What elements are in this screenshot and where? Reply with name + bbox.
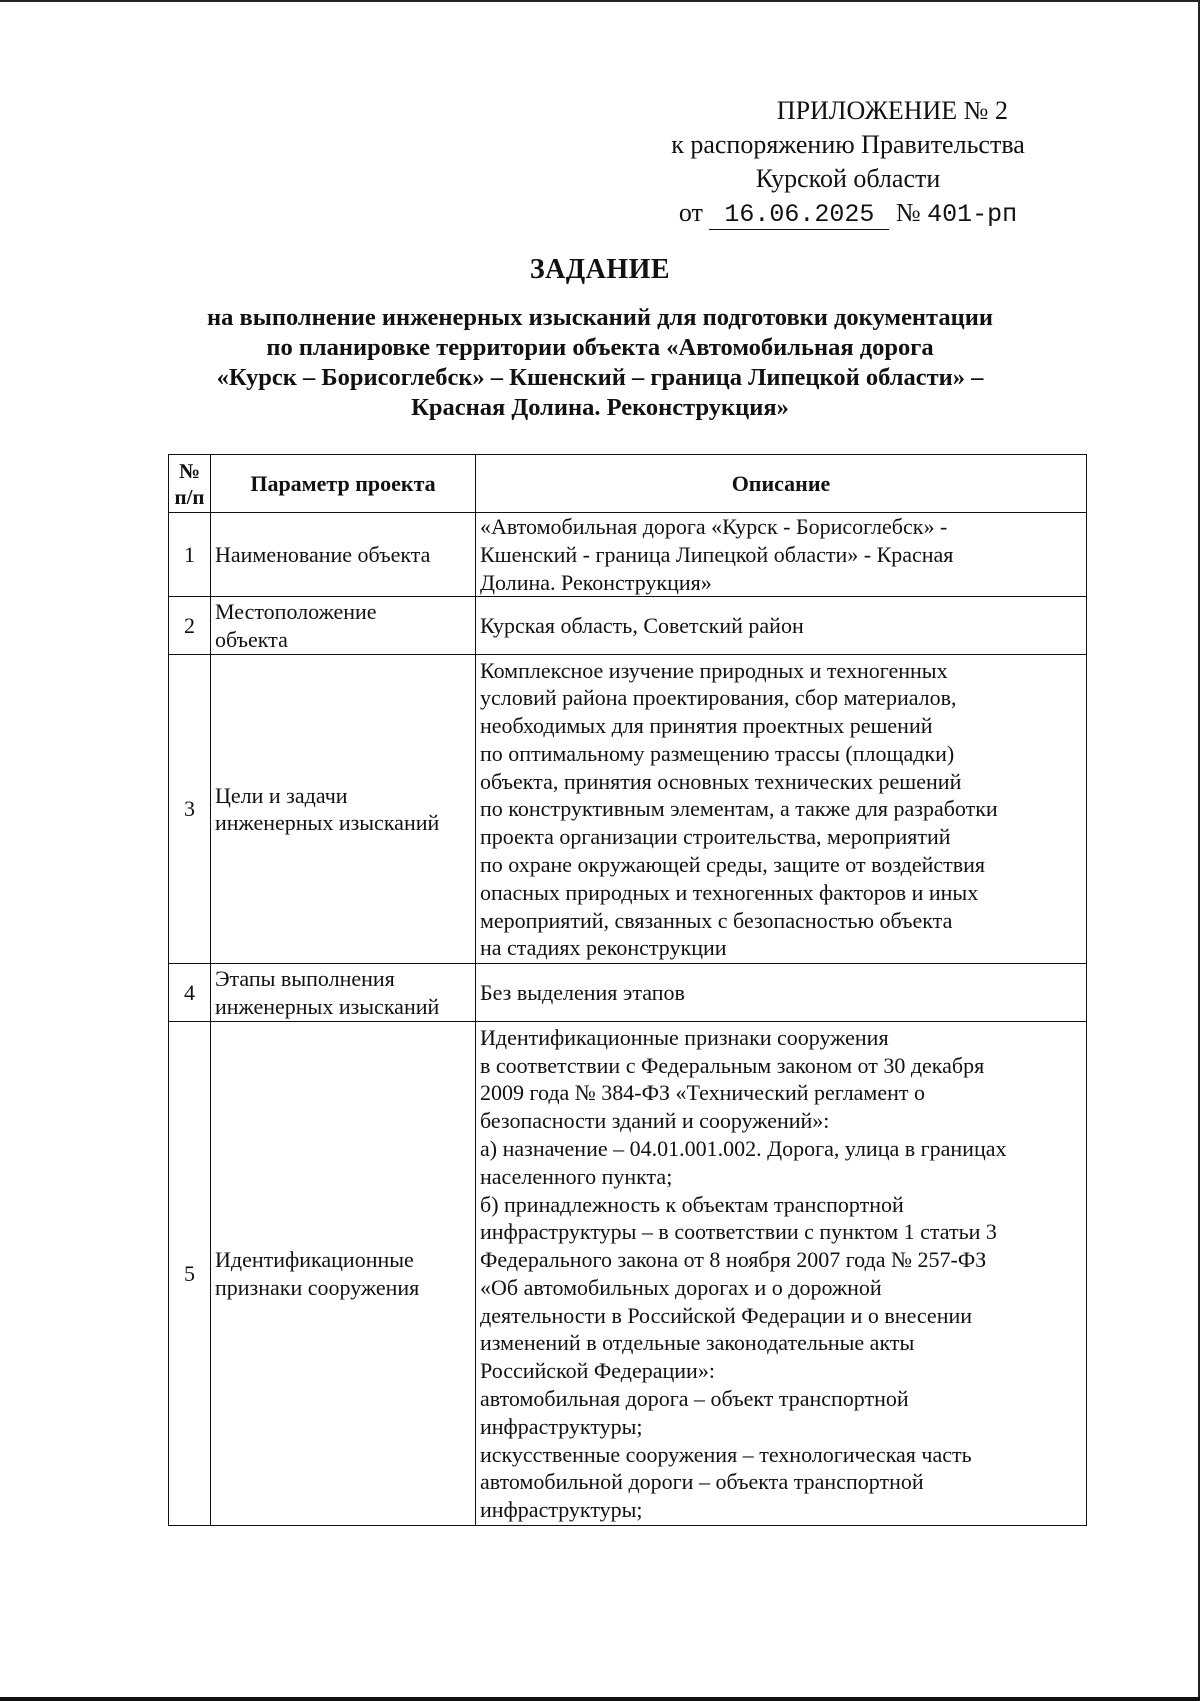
desc-line: необходимых для принятия проектных решений: [480, 713, 933, 739]
desc-line: опасных природных и техногенных факторов и иных: [480, 879, 979, 905]
number-field: 401-рп: [927, 200, 1018, 229]
row-num: 5: [169, 1022, 211, 1526]
desc-line: населенного пункта;: [480, 1163, 673, 1189]
row-desc: [476, 1022, 1087, 1526]
param-line: Цели и задачи: [215, 782, 348, 808]
row-param: [211, 655, 476, 964]
table-row: [169, 1022, 1087, 1526]
row-param: [211, 597, 476, 655]
table-row: [169, 513, 1087, 597]
header-param: Параметр проекта: [211, 455, 476, 513]
bottom-rule: [0, 1697, 1200, 1701]
desc-line: Комплексное изучение природных и техногенных: [480, 657, 948, 683]
header-num-line2: п/п: [174, 484, 205, 509]
desc-line: автомобильная дорога – объект транспортной: [480, 1386, 909, 1412]
desc-line: по конструктивным элементам, а также для разработки: [480, 796, 998, 822]
desc-line: а) назначение – 04.01.001.002. Дорога, улица в границах: [480, 1135, 1007, 1161]
desc-line: автомобильной дороги – объекта транспортной: [480, 1469, 924, 1495]
date-field: 16.06.2025: [709, 201, 889, 230]
parameters-table: [168, 454, 1087, 1526]
param-line: объекта: [215, 626, 288, 652]
row-num: 4: [169, 964, 211, 1022]
desc-line: по оптимальному размещению трассы (площадки): [480, 740, 955, 766]
row-num: 1: [169, 513, 211, 597]
desc-line: «Об автомобильных дорогах и о дорожной: [480, 1274, 882, 1300]
subtitle-line: «Курск – Борисоглебск» – Кшенский – граница Липецкой области» –: [216, 364, 984, 391]
date-prefix: от: [678, 198, 703, 227]
desc-line: инфраструктуры – в соответствии с пунктом 1 статьи 3: [480, 1219, 997, 1245]
row-param: [211, 1022, 476, 1526]
desc-line: на стадиях реконструкции: [480, 935, 727, 961]
table-row: [169, 655, 1087, 964]
subtitle-line: на выполнение инженерных изысканий для подготовки документации: [207, 304, 993, 331]
appendix-ref-line: к распоряжению Правительства: [671, 130, 1025, 159]
desc-line: проекта организации строительства, мероприятий: [480, 824, 951, 850]
desc-line: Долина. Реконструкция»: [480, 569, 712, 595]
desc-line: условий района проектирования, сбор материалов,: [480, 685, 957, 711]
document-subtitle: [150, 303, 1050, 423]
desc-line: 2009 года № 384-ФЗ «Технический регламент о: [480, 1080, 926, 1106]
appendix-title: ПРИЛОЖЕНИЕ № 2: [776, 96, 1008, 125]
desc-line: по охране окружающей среды, защите от воздействия: [480, 852, 986, 878]
header-desc: Описание: [476, 455, 1087, 513]
param-line: инженерных изысканий: [215, 993, 440, 1019]
table-row: [169, 597, 1087, 655]
row-desc: [476, 655, 1087, 964]
table-row: [169, 964, 1087, 1022]
desc-line: Федерального закона от 8 ноября 2007 года № 257-ФЗ: [480, 1247, 987, 1273]
appendix-region-line: Курской области: [755, 164, 941, 193]
header-num: [169, 455, 211, 513]
row-desc: [476, 597, 1087, 655]
row-desc: [476, 513, 1087, 597]
subtitle-line: по планировке территории объекта «Автомобильная дорога: [266, 334, 934, 361]
row-param: [211, 513, 476, 597]
param-line: Этапы выполнения: [215, 966, 395, 992]
desc-line: искусственные сооружения – технологическая часть: [480, 1441, 972, 1467]
row-param: [211, 964, 476, 1022]
row-num: 2: [169, 597, 211, 655]
desc-line: безопасности зданий и сооружений»:: [480, 1108, 830, 1134]
desc-line: инфраструктуры;: [480, 1413, 643, 1439]
desc-line: Курская область, Советский район: [480, 612, 804, 638]
header-num-line1: №: [178, 458, 201, 483]
number-prefix: №: [895, 198, 921, 227]
param-line: инженерных изысканий: [215, 810, 440, 836]
desc-line: объекта, принятия основных технических решений: [480, 768, 962, 794]
row-num: 3: [169, 655, 211, 964]
desc-line: «Автомобильная дорога «Курск - Борисоглебск» -: [480, 514, 948, 539]
desc-line: в соответствии с Федеральным законом от 30 декабря: [480, 1052, 985, 1078]
desc-line: Российской Федерации»:: [480, 1358, 715, 1384]
desc-line: инфраструктуры;: [480, 1497, 643, 1523]
table-header-row: [169, 455, 1087, 513]
param-line: Наименование объекта: [215, 541, 431, 567]
desc-line: мероприятий, связанных с безопасностью объекта: [480, 907, 953, 933]
desc-line: Идентификационные признаки сооружения: [480, 1024, 889, 1050]
desc-line: изменений в отдельные законодательные акты: [480, 1330, 915, 1356]
param-line: признаки сооружения: [215, 1274, 420, 1300]
desc-line: Без выделения этапов: [480, 979, 685, 1005]
subtitle-line: Красная Долина. Реконструкция»: [411, 394, 789, 421]
appendix-date-line: [638, 196, 1058, 232]
appendix-block: [638, 94, 1058, 232]
document-title: ЗАДАНИЕ: [529, 254, 671, 285]
param-line: Идентификационные: [215, 1247, 414, 1273]
row-desc: [476, 964, 1087, 1022]
desc-line: б) принадлежность к объектам транспортной: [480, 1191, 904, 1217]
desc-line: Кшенский - граница Липецкой области» - Красная: [480, 541, 954, 567]
param-line: Местоположение: [215, 599, 377, 625]
desc-line: деятельности в Российской Федерации и о внесении: [480, 1302, 973, 1328]
